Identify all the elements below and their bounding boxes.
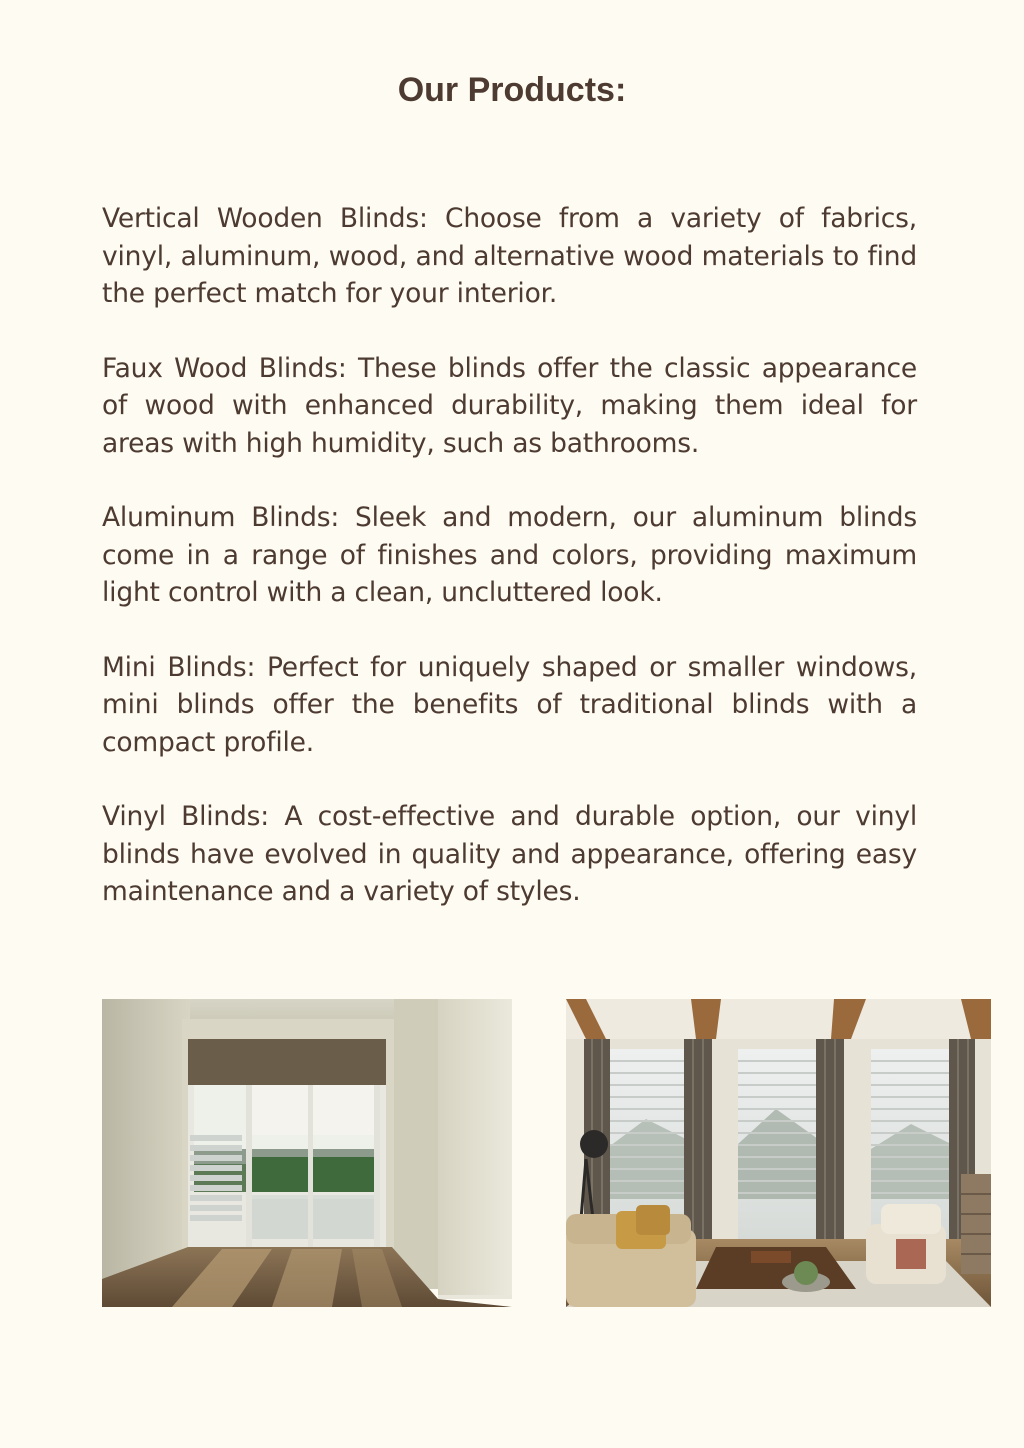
roller-shade-room-photo bbox=[102, 999, 512, 1307]
product-description-mini: Mini Blinds: Perfect for uniquely shaped or smaller windows, mini blinds offer the benefits of traditional blinds with a compact profile. bbox=[102, 651, 917, 758]
product-description-vertical-wooden: Vertical Wooden Blinds: Choose from a variety of fabrics, vinyl, aluminum, wood, and alternative wood materials to find the perfect match for your interior. bbox=[102, 203, 917, 309]
product-description-vinyl: Vinyl Blinds: A cost-effective and durable option, our vinyl blinds have evolved in quality and appearance, offering easy maintenance and a variety of styles. bbox=[102, 801, 917, 907]
product-description-faux-wood: Faux Wood Blinds: These blinds offer the classic appearance of wood with enhanced durability, making them ideal for areas with high humidity, such as bathrooms. bbox=[102, 352, 917, 459]
product-list bbox=[102, 200, 917, 948]
living-room-shades-photo bbox=[566, 999, 991, 1307]
product-description-aluminum: Aluminum Blinds: Sleek and modern, our aluminum blinds come in a range of finishes and colors, providing maximum light control with a clean, uncluttered look. bbox=[102, 502, 917, 608]
page-title: Our Products: bbox=[397, 71, 627, 109]
